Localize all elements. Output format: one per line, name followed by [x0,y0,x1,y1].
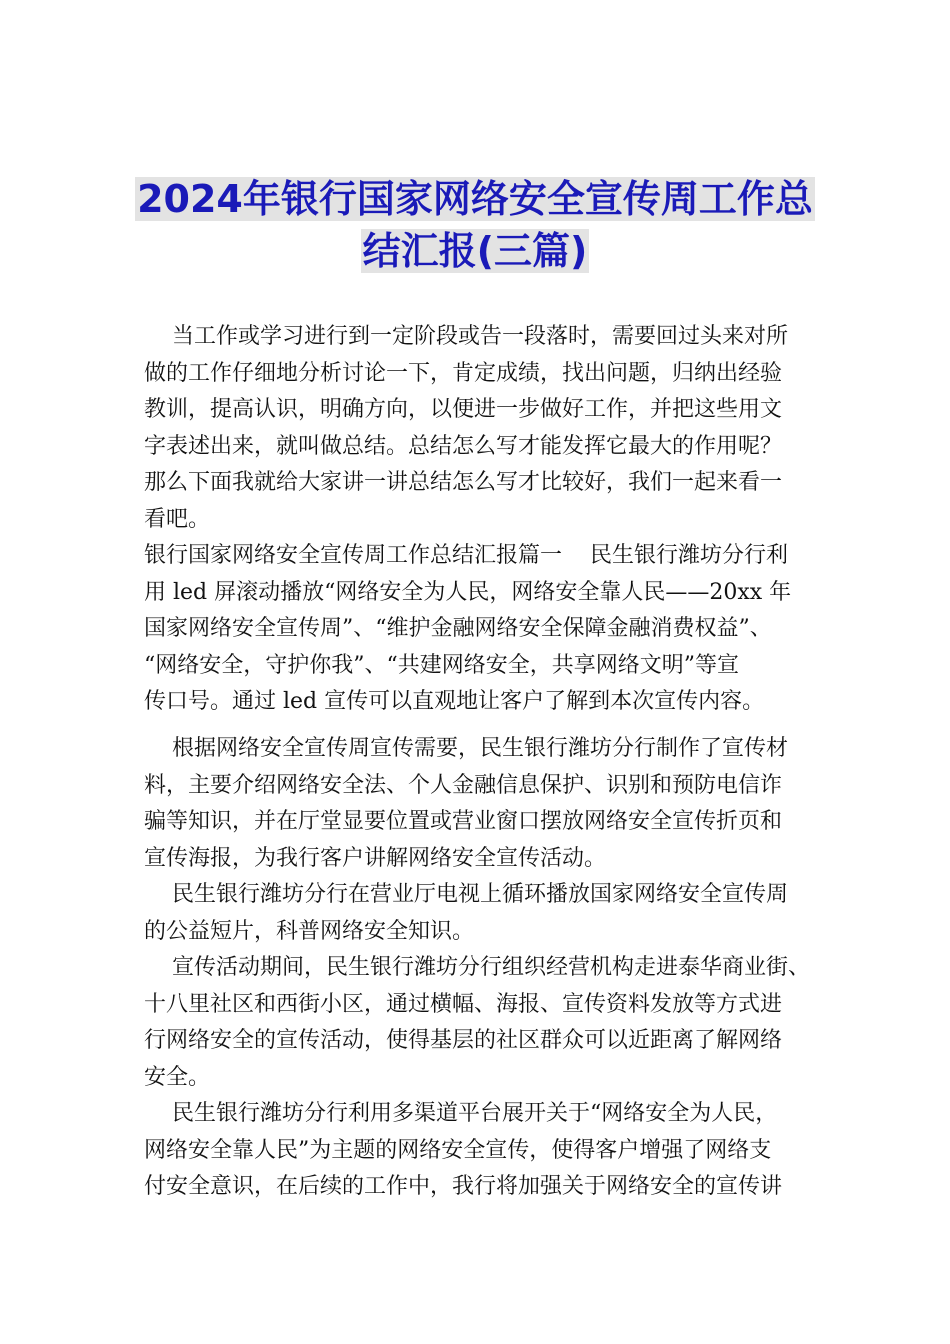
channels-paragraph [144,1096,824,1206]
paragraph-line: 用 led 屏滚动播放“网络安全为人民，网络安全靠人民——20xx 年 [144,579,792,605]
paragraph-line: 行网络安全的宣传活动，使得基层的社区群众可以近距离了解网络 [144,1028,783,1054]
paragraph-line: 看吧。 [144,506,211,532]
paragraph-line: 安全。 [144,1064,211,1090]
document-title-line-1: 2024年银行国家网络安全宣传周工作总 [137,177,813,221]
intro-paragraph [144,319,824,539]
paragraph-line: 付安全意识，在后续的工作中，我行将加强关于网络安全的宣传讲 [144,1174,783,1200]
paragraph-line: 民生银行潍坊分行在营业厅电视上循环播放国家网络安全宣传周 [144,882,788,907]
paragraph-line: 宣传活动期间，民生银行潍坊分行组织经营机构走进泰华商业街、 [144,955,810,980]
paragraph-line: 骗等知识，并在厅堂显要位置或营业窗口摆放网络安全宣传折页和 [144,809,783,835]
paragraph-line: 传口号。通过 led 宣传可以直观地让客户了解到本次宣传内容。 [144,689,765,715]
paragraph-line: 当工作或学习进行到一定阶段或告一段落时，需要回过头来对所 [144,324,788,349]
paragraph-line: 字表述出来，就叫做总结。总结怎么写才能发挥它最大的作用呢？ [144,433,783,459]
paragraph-line: 的公益短片，科普网络安全知识。 [144,918,475,944]
paragraph-line: 网络安全靠人民”为主题的网络安全宣传，使得客户增强了网络支 [144,1137,772,1163]
materials-paragraph [144,731,824,877]
paragraph-line: 那么下面我就给大家讲一讲总结怎么写才比较好，我们一起来看一 [144,470,783,496]
paragraph-line: 民生银行潍坊分行利用多渠道平台展开关于“网络安全为人民， [144,1101,778,1126]
paragraph-line: 国家网络安全宣传周”、“维护金融网络安全保障金融消费权益”、 [144,616,772,642]
video-paragraph [144,877,824,950]
paragraph-line: 教训，提高认识，明确方向，以便进一步做好工作，并把这些用文 [144,397,783,423]
paragraph-line: 十八里社区和西街小区，通过横幅、海报、宣传资料发放等方式进 [144,991,783,1017]
paragraph-line: 根据网络安全宣传周宣传需要，民生银行潍坊分行制作了宣传材 [144,736,788,761]
paragraph-line: “网络安全，守护你我”、“共建网络安全，共享网络文明”等宣 [144,652,739,678]
paragraph-line: 料，主要介绍网络安全法、个人金融信息保护、识别和预防电信诈 [144,772,783,798]
paragraph-line: 做的工作仔细地分析讨论一下，肯定成绩，找出问题，归纳出经验 [144,360,783,386]
paragraph-line: 银行国家网络安全宣传周工作总结汇报篇一 民生银行潍坊分行利 [144,543,788,568]
section-one-paragraph [144,538,824,721]
document-title-line-2: 结汇报(三篇) [362,229,588,273]
paragraph-line: 宣传海报，为我行客户讲解网络安全宣传活动。 [144,845,607,871]
community-paragraph [144,950,824,1096]
